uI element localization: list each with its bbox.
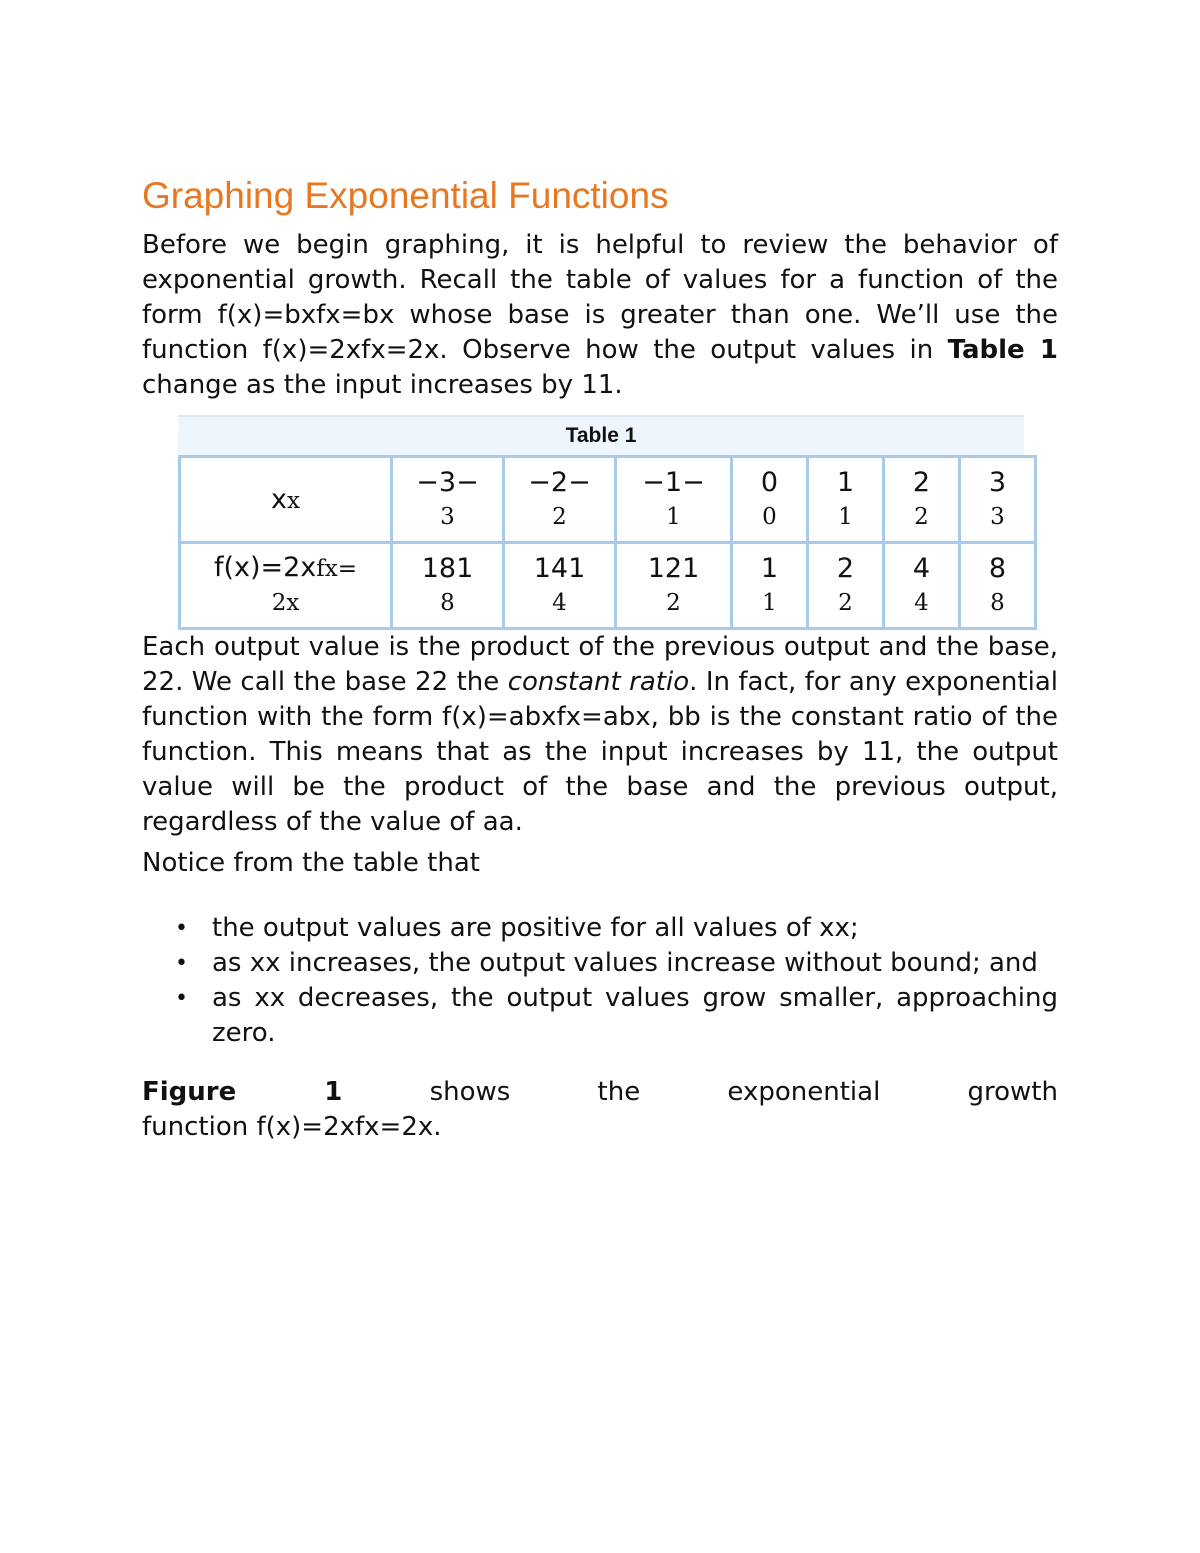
table-cell [732, 457, 808, 543]
cell-value-alt: 1 [666, 503, 681, 530]
cell-value-alt: 8 [990, 589, 1005, 616]
table-row-x [180, 457, 1036, 543]
paragraph-text-end: . In fact, for any exponential function with the form f(x)=abxfx=abx, bb is the constant ratio of the function. This means that as the input increases by 11, the output value will be the product of the base and the previous output, regardless of the value of aa. [142, 667, 1058, 837]
cell-value: −2− [528, 466, 591, 498]
intro-text: Before we begin graphing, it is helpful to review the behavior of exponential growth. Recall the table of values for a function of the form f(x)=bxfx=bx whose base is greater than one. We’ll use the function f(x)=2xfx=2x. Observe how the output values in [142, 230, 1058, 365]
figure-paragraph-line2: function f(x)=2xfx=2x. [142, 1112, 442, 1142]
row-header-fx-top [181, 551, 390, 586]
intro-paragraph [142, 228, 1058, 403]
list-item-text: as xx increases, the output values increase without bound; and [212, 948, 1038, 978]
table-caption: Table 1 [178, 415, 1024, 455]
cell-value: 2 [912, 466, 931, 498]
table-cell [884, 457, 960, 543]
cell-value: 121 [647, 552, 700, 584]
table-row-fx [180, 543, 1036, 629]
cell-value-alt: 2 [914, 503, 929, 530]
row-header-x-serif: x [287, 488, 300, 514]
cell-value: 1 [760, 552, 779, 584]
cell-value-alt: 8 [440, 589, 455, 616]
cell-value-alt: 4 [914, 589, 929, 616]
cell-value: 2 [836, 552, 855, 584]
list-item [142, 911, 1058, 946]
notice-paragraph: Notice from the table that [142, 848, 480, 878]
constant-ratio-paragraph [142, 630, 1058, 840]
figure-text: shows the exponential growth [342, 1077, 1058, 1107]
list-item [142, 946, 1058, 981]
table-cell [392, 457, 504, 543]
constant-ratio-term: constant ratio [507, 667, 690, 697]
cell-value: −1− [642, 466, 705, 498]
cell-value: 1 [836, 466, 855, 498]
list-item-text: the output values are positive for all values of xx; [212, 913, 859, 943]
cell-value: 3 [988, 466, 1007, 498]
row-header-fx-text: f(x)=2x [213, 552, 317, 583]
bullet-icon: • [175, 986, 188, 1011]
list-item [142, 981, 1058, 1051]
observations-list [142, 911, 1058, 1051]
cell-value-alt: 3 [990, 503, 1005, 530]
cell-value-alt: 2 [552, 503, 567, 530]
values-table [178, 455, 1037, 630]
cell-value: −3− [416, 466, 479, 498]
table-cell [732, 543, 808, 629]
cell-value-alt: 2 [838, 589, 853, 616]
table-cell [504, 457, 616, 543]
cell-value-alt: 1 [838, 503, 853, 530]
cell-value: 0 [760, 466, 779, 498]
cell-value-alt: 0 [762, 503, 777, 530]
list-item-text: as xx decreases, the output values grow smaller, approaching zero. [212, 983, 1058, 1048]
cell-value-alt: 4 [552, 589, 567, 616]
cell-value: 181 [421, 552, 474, 584]
table-cell [808, 457, 884, 543]
table-reference[interactable]: Table 1 [947, 335, 1058, 365]
cell-value-alt: 1 [762, 589, 777, 616]
page-title: Graphing Exponential Functions [142, 175, 669, 216]
bullet-icon: • [175, 951, 188, 976]
table-cell [616, 457, 732, 543]
row-header-x [180, 457, 392, 543]
bullet-icon: • [175, 916, 188, 941]
table-cell [884, 543, 960, 629]
table-cell [808, 543, 884, 629]
row-header-fx-bot: 2x [271, 590, 300, 616]
cell-value: 8 [988, 552, 1007, 584]
row-header-fx-serif: fx= [316, 556, 358, 582]
cell-value: 141 [533, 552, 586, 584]
figure-reference[interactable]: Figure 1 [142, 1077, 343, 1107]
row-header-fx [180, 543, 392, 629]
table-cell [616, 543, 732, 629]
cell-value-alt: 3 [440, 503, 455, 530]
table-cell [960, 543, 1036, 629]
paragraph-text: Each output value is the product of the previous output and the base, 22. We call the base 22 the [142, 632, 1058, 697]
intro-text-end: change as the input increases by 11. [142, 370, 623, 400]
table-cell [960, 457, 1036, 543]
table-cell [392, 543, 504, 629]
figure-paragraph-line1 [142, 1075, 1058, 1110]
row-header-x-text: x [271, 484, 287, 515]
table-cell [504, 543, 616, 629]
cell-value-alt: 2 [666, 589, 681, 616]
document-page [142, 170, 1058, 1145]
values-table-container [178, 415, 1024, 630]
cell-value: 4 [912, 552, 931, 584]
